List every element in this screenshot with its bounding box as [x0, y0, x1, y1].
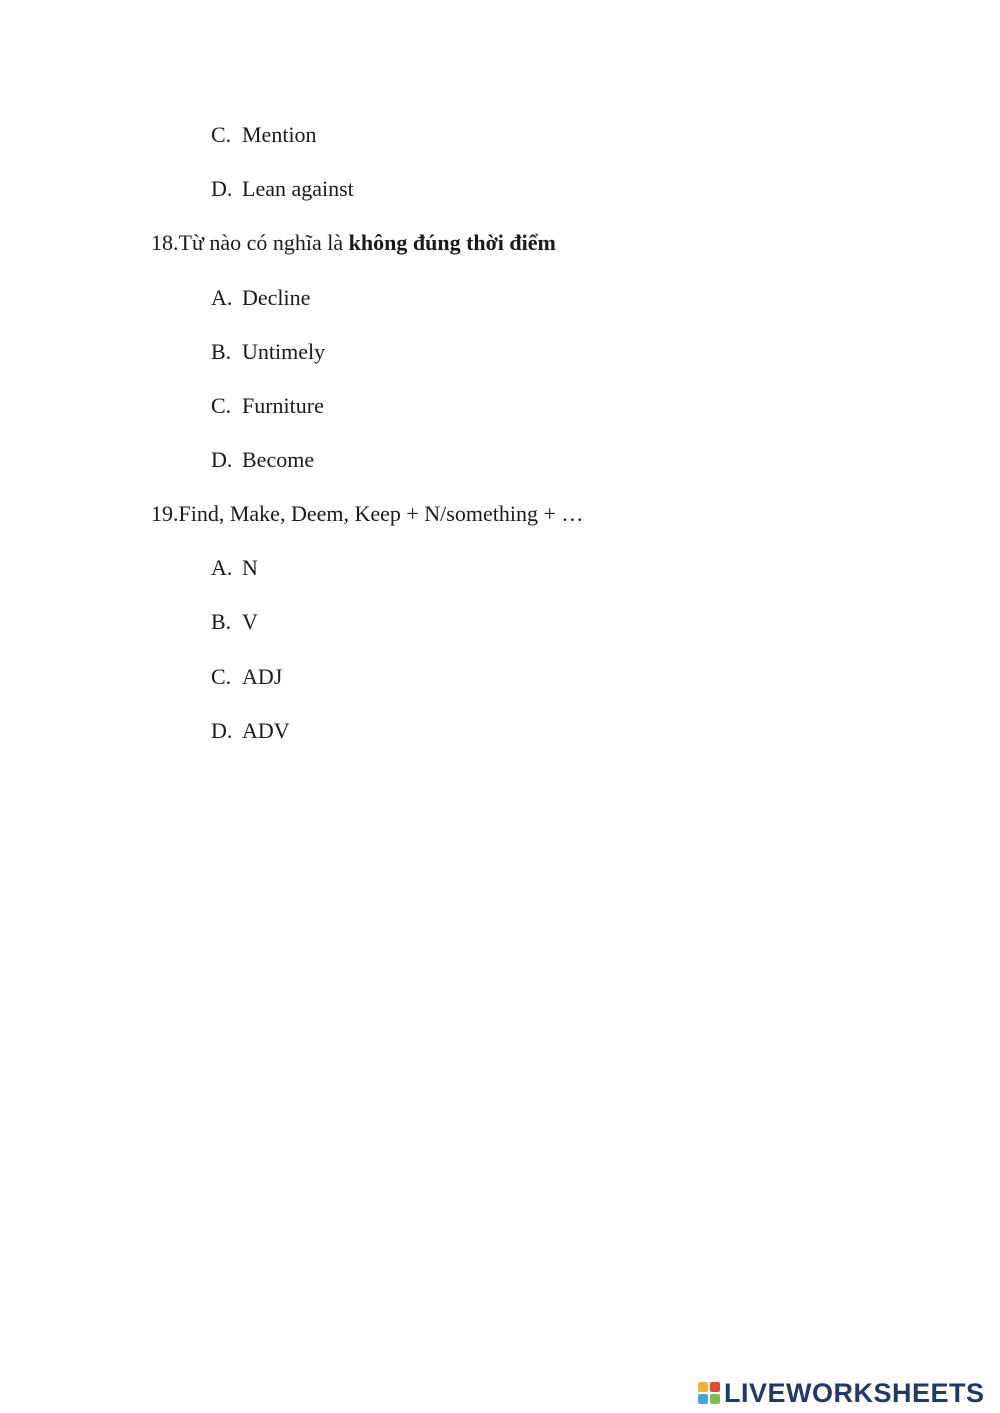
option-text: Untimely: [242, 339, 326, 364]
logo-tile: [698, 1394, 708, 1404]
option-text: Lean against: [242, 176, 354, 201]
option-text: Mention: [242, 122, 317, 147]
option-letter: D.: [211, 176, 233, 201]
option-letter: B.: [211, 609, 232, 634]
option-item[interactable]: [211, 447, 314, 473]
option-text: ADJ: [242, 664, 283, 689]
question-18-keyword: không đúng thời điểm: [348, 230, 556, 255]
option-item[interactable]: [211, 393, 324, 419]
option-item[interactable]: [211, 176, 354, 202]
question-18-prefix: 18.Từ nào có nghĩa là: [151, 230, 349, 255]
option-letter: D.: [211, 447, 233, 472]
option-item[interactable]: [211, 285, 310, 311]
option-item[interactable]: [211, 555, 258, 581]
option-letter: B.: [211, 339, 232, 364]
option-item[interactable]: [211, 339, 325, 365]
option-text: Furniture: [242, 393, 324, 418]
option-text: V: [242, 609, 258, 634]
liveworksheets-logo-text: LIVEWORKSHEETS: [724, 1377, 985, 1408]
option-letter: C.: [211, 122, 232, 147]
logo-tile: [710, 1394, 720, 1404]
option-text: Decline: [242, 285, 311, 310]
option-item[interactable]: [211, 122, 317, 148]
option-letter: C.: [211, 393, 232, 418]
liveworksheets-logo: [698, 1378, 985, 1408]
option-letter: A.: [211, 285, 233, 310]
question-18: [151, 230, 556, 256]
option-text: ADV: [242, 718, 290, 743]
liveworksheets-logo-icon: [698, 1382, 720, 1404]
question-19: 19.Find, Make, Deem, Keep + N/something + …: [151, 501, 584, 526]
option-item[interactable]: [211, 609, 258, 635]
option-item[interactable]: [211, 718, 290, 744]
option-item[interactable]: [211, 664, 282, 690]
option-letter: D.: [211, 718, 233, 743]
option-letter: C.: [211, 664, 232, 689]
logo-tile: [710, 1382, 720, 1392]
option-letter: A.: [211, 555, 233, 580]
option-text: Become: [242, 447, 315, 472]
option-text: N: [242, 555, 258, 580]
logo-tile: [698, 1382, 708, 1392]
